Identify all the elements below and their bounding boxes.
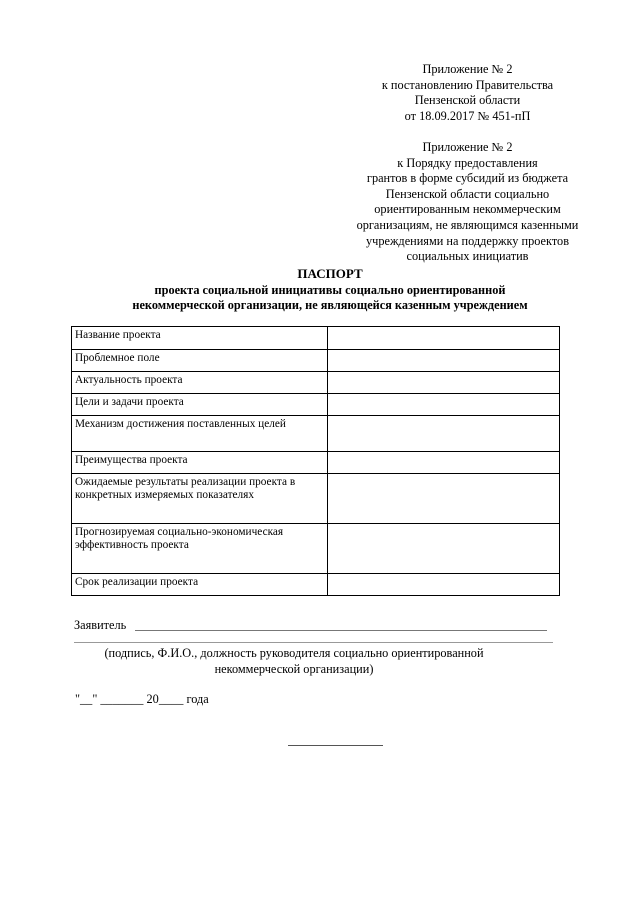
table-row	[72, 574, 560, 596]
annex-line: социальных инициатив	[406, 249, 529, 264]
end-divider	[288, 745, 383, 746]
document-title	[60, 266, 600, 314]
row-label: Проблемное поле	[72, 350, 328, 372]
table-row	[72, 394, 560, 416]
date-field[interactable]: "__" _______ 20____ года	[75, 692, 209, 706]
table-row	[72, 524, 560, 574]
annex-line: от 18.09.2017 № 451-пП	[404, 108, 531, 123]
row-value-cell[interactable]	[327, 327, 559, 350]
annex-line: к постановлению Правительства	[381, 77, 554, 92]
table-row	[72, 452, 560, 474]
row-label: Цели и задачи проекта	[72, 394, 328, 416]
row-label: Название проекта	[72, 327, 328, 350]
caption-line: некоммерческой организации)	[214, 661, 374, 676]
annex-line: Пензенской области социально	[385, 186, 550, 201]
annex-line: грантов в форме субсидий из бюджета	[366, 171, 569, 186]
row-label: Ожидаемые результаты реализации проекта в конкретных измеряемых показателях	[72, 474, 328, 524]
row-value-cell[interactable]	[327, 452, 559, 474]
applicant-signature-line-2[interactable]	[74, 642, 553, 643]
row-value-cell[interactable]	[327, 574, 559, 596]
row-label: Механизм достижения поставленных целей	[72, 416, 328, 452]
applicant-label: Заявитель	[74, 618, 127, 632]
row-label: Актуальность проекта	[72, 372, 328, 394]
table-row	[72, 372, 560, 394]
title-subline: проекта социальной инициативы социально ориентированной	[154, 282, 506, 297]
annex-line: к Порядку предоставления	[397, 155, 538, 170]
row-label: Преимущества проекта	[72, 452, 328, 474]
row-value-cell[interactable]	[327, 350, 559, 372]
row-value-cell[interactable]	[327, 524, 559, 574]
signature-caption	[74, 646, 514, 677]
row-value-cell[interactable]	[327, 372, 559, 394]
annex-line: Пензенской области	[414, 93, 521, 108]
caption-line: (подпись, Ф.И.О., должность руководителя социально ориентированной	[104, 646, 484, 660]
annex-line: Приложение № 2	[422, 140, 513, 154]
table-row	[72, 474, 560, 524]
row-value-cell[interactable]	[327, 394, 559, 416]
title-main: ПАСПОРТ	[297, 266, 363, 281]
table-row	[72, 327, 560, 350]
applicant-signature-line[interactable]	[135, 630, 547, 631]
passport-table	[71, 326, 560, 596]
annex-header-procedure	[345, 140, 590, 265]
table-row	[72, 416, 560, 452]
annex-line: учреждениями на поддержку проектов	[366, 233, 569, 248]
row-label: Прогнозируемая социально-экономическая эффективность проекта	[72, 524, 328, 574]
table-row	[72, 350, 560, 372]
row-value-cell[interactable]	[327, 474, 559, 524]
annex-line: организациям, не являющимся казенными	[356, 217, 579, 232]
title-subline: некоммерческой организации, не являющейся казенным учреждением	[132, 298, 528, 312]
row-value-cell[interactable]	[327, 416, 559, 452]
annex-line: ориентированным некоммерческим	[374, 202, 561, 217]
annex-header-resolution	[345, 62, 590, 124]
row-label: Срок реализации проекта	[72, 574, 328, 596]
annex-line: Приложение № 2	[422, 62, 513, 76]
